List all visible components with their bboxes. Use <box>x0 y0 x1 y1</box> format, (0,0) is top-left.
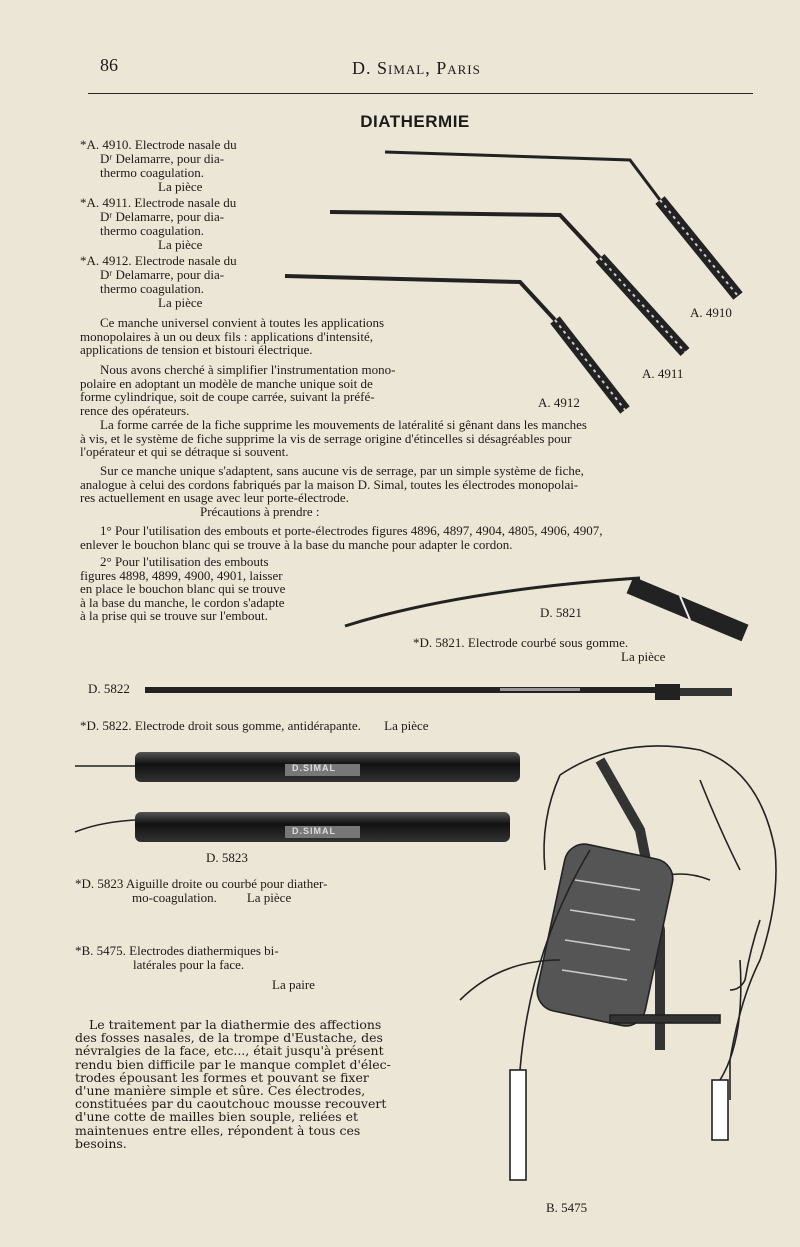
paragraph-closing: Le traitement par la diathermie des affections des fosses nasales, de la trompe d'Eustache, des névralgies de la face, etc..., était jusqu'à présent rendu bien difficile par le manque complet d'élec- trodes épousant les formes et pouvant se fixer d'une manière simple et sûre. Ces électrodes, constituées par du caoutchouc mousse recouvert d'une cotte de mailles bien souple, reliées et maintenues entre elles, répondent à tous ces besoins. <box>75 1017 391 1151</box>
paragraph-square-plug: La forme carrée de la fiche supprime les mouvements de latéralité si gênant dans les manches à vis, et le système de fiche supprime la vis de serrage origine d'étincelles si désagréables pour l'opérateur et qui se détraque si souvent. <box>80 417 587 459</box>
entry-d5821: *D. 5821. Electrode courbé sous gomme. La pièce <box>413 635 666 664</box>
label-a4911: A. 4911 <box>642 366 684 381</box>
page-header-title: D. Simal, Paris <box>352 58 481 78</box>
brand-mark-1: D.SIMAL <box>292 763 336 773</box>
label-a4910: A. 4910 <box>690 305 732 320</box>
label-d5822: D. 5822 <box>88 681 130 696</box>
brand-mark-2: D.SIMAL <box>292 826 336 836</box>
entry-b5475: *B. 5475. Electrodes diathermiques bi- latérales pour la face. La paire <box>75 943 315 992</box>
precaution-2: 2° Pour l'utilisation des embouts figures 4898, 4899, 4900, 4901, laisser en place le bouchon blanc qui se trouve à la base du manche, le cordon s'adapte à la prise qui se trouve sur l'embout. <box>80 554 286 623</box>
precautions-title: Précautions à prendre : <box>200 504 320 519</box>
label-d5821: D. 5821 <box>540 605 582 620</box>
electrode-a4910-figure <box>385 152 738 296</box>
label-a4912: A. 4912 <box>538 395 580 410</box>
entry-d5823: *D. 5823 Aiguille droite ou courbé pour diather- mo-coagulation. La pièce <box>75 876 328 905</box>
entry-a4911: *A. 4911. Electrode nasale du Dʳ Delamarre, pour dia- thermo coagulation. La pièce <box>80 195 237 252</box>
precaution-1: 1° Pour l'utilisation des embouts et porte-électrodes figures 4896, 4897, 4904, 4805, 4906, 4907, enlever le bouchon blanc qui se trouve à la base du manche pour adapter le cordon. <box>80 523 603 552</box>
electrode-d5822-figure <box>145 684 732 700</box>
page-number: 86 <box>100 55 118 75</box>
entry-d5822: *D. 5822. Electrode droit sous gomme, antidérapante. La pièce <box>80 718 429 733</box>
paragraph-simplify: Nous avons cherché à simplifier l'instrumentation mono- polaire en adoptant un modèle de manche unique soit de forme cylindrique, soit de coupe carrée, suivant la préfé- rence des opérateurs. <box>80 362 396 418</box>
section-title: DIATHERMIE <box>360 112 470 131</box>
label-b5475: B. 5475 <box>546 1200 588 1215</box>
face-electrode-b5475-figure <box>460 746 776 1180</box>
paragraph-single-handle: Sur ce manche unique s'adaptent, sans aucune vis de serrage, par un simple système de fiche, analogue à celui des cordons fabriqués par la maison D. Simal, toutes les électrodes monopolai- res actuellement en usage avec leur porte-électrode. <box>80 463 584 505</box>
entry-a4910: *A. 4910. Electrode nasale du Dʳ Delamarre, pour dia- thermo coagulation. La pièce <box>80 137 237 194</box>
entry-a4912: *A. 4912. Electrode nasale du Dʳ Delamarre, pour dia- thermo coagulation. La pièce <box>80 253 237 310</box>
paragraph-universal-handle: Ce manche universel convient à toutes les applications monopolaires à un ou deux fils : applications d'intensité, applications de tension et bistouri électrique. <box>80 315 385 357</box>
label-d5823: D. 5823 <box>206 850 248 865</box>
